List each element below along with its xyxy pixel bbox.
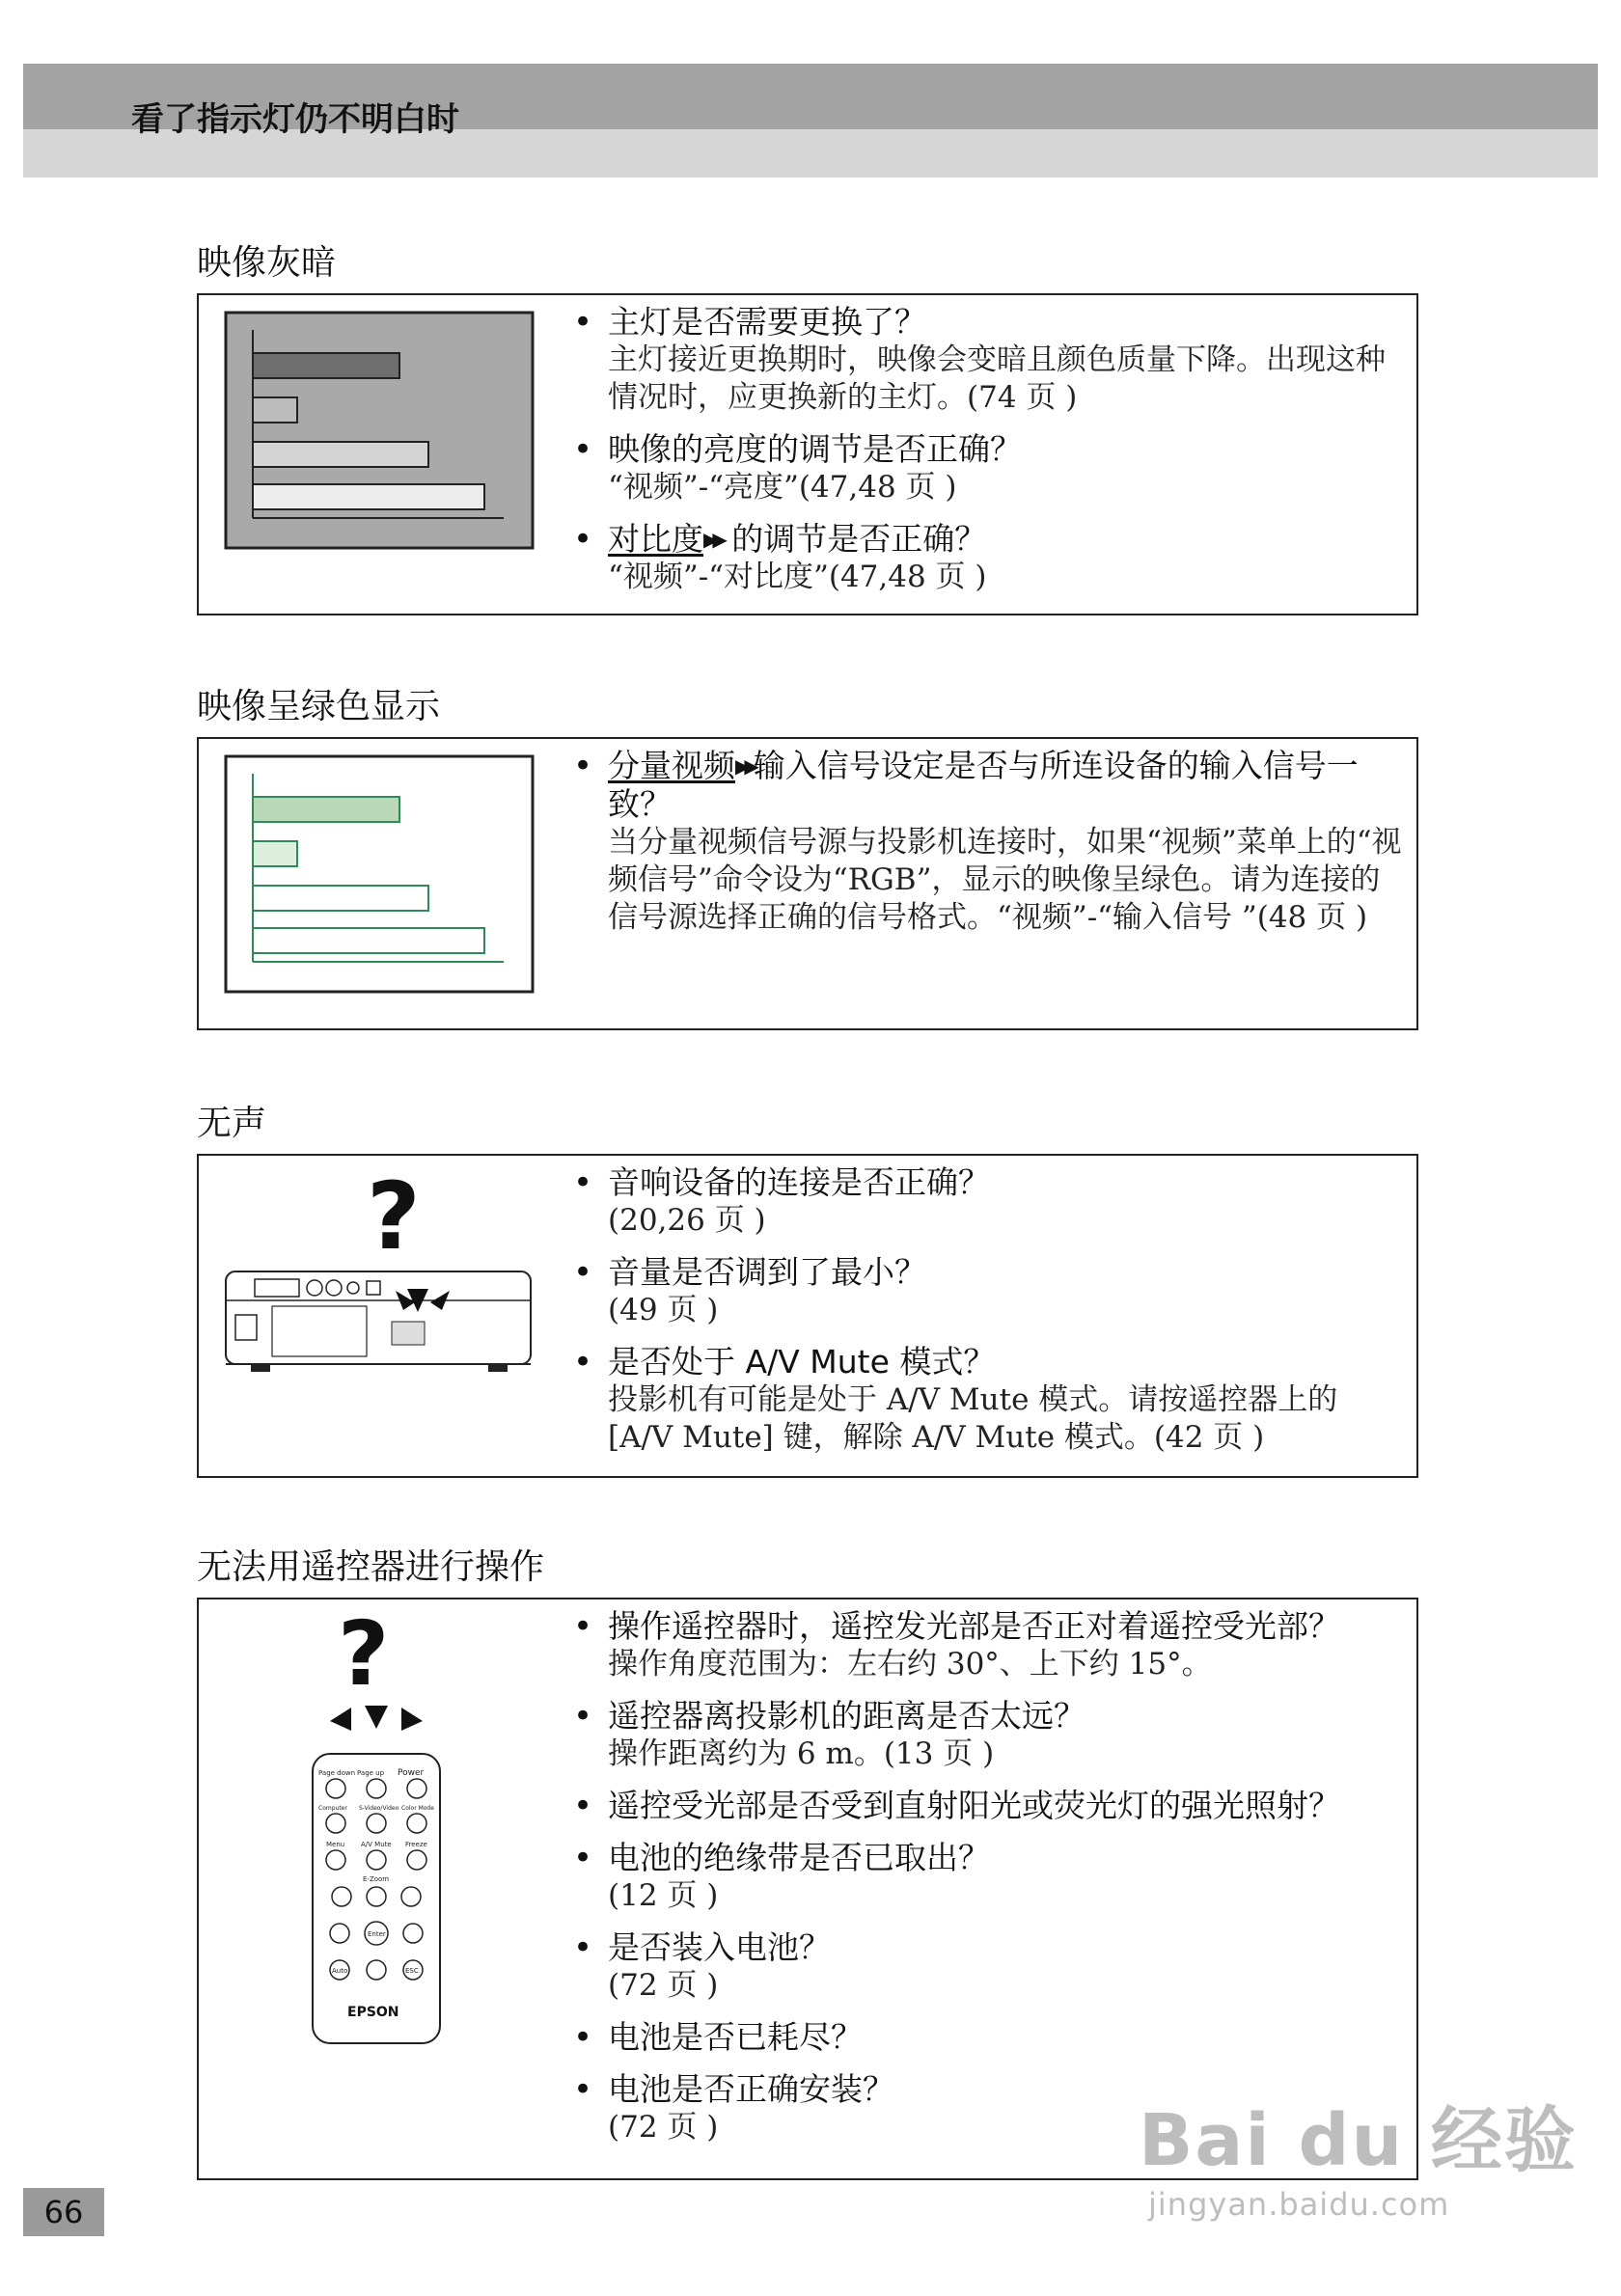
bar-3 bbox=[253, 886, 428, 911]
question-text: 电池是否正确安装？ bbox=[608, 2070, 894, 2108]
bullet: • bbox=[573, 747, 593, 785]
bullet: • bbox=[573, 2070, 593, 2109]
bullet: • bbox=[573, 1928, 593, 1967]
svg-text:Power: Power bbox=[398, 1768, 425, 1778]
svg-text:Menu: Menu bbox=[326, 1841, 345, 1848]
bar-2 bbox=[253, 397, 297, 423]
question-text: 是否装入电池？ bbox=[608, 1928, 831, 1966]
glossary-link-component-video[interactable]: 分量视频 bbox=[608, 747, 735, 784]
list-item bbox=[565, 1163, 1403, 1240]
list-item bbox=[565, 747, 1403, 937]
question-text: 是否处于 A/V Mute 模式？ bbox=[608, 1343, 996, 1380]
question-mark-icon: ? bbox=[367, 1175, 421, 1271]
question-text: 对比度▶▶ 的调节是否正确？ bbox=[608, 520, 987, 558]
svg-text:E-Zoom: E-Zoom bbox=[363, 1875, 390, 1883]
question-text: 分量视频▶▶输入信号设定是否与所连设备的输入信号一致？ bbox=[608, 747, 1359, 823]
list-item bbox=[565, 1787, 1403, 1825]
section-title-green-image: 映像呈绿色显示 bbox=[197, 687, 441, 726]
dim-image-illustration bbox=[224, 311, 535, 550]
glossary-link-contrast[interactable]: 对比度 bbox=[608, 520, 703, 558]
bullet: • bbox=[573, 1253, 593, 1292]
svg-text:A/V Mute: A/V Mute bbox=[361, 1841, 392, 1848]
projector-illustration bbox=[222, 1175, 536, 1387]
bar-4 bbox=[253, 484, 484, 509]
list-item bbox=[565, 430, 1403, 506]
bar-3 bbox=[253, 442, 428, 467]
answer-text: (12 页 ) bbox=[608, 1878, 719, 1913]
list-item bbox=[565, 1928, 1403, 2005]
answer-text: (20,26 页 ) bbox=[608, 1203, 766, 1238]
answer-text: 当分量视频信号源与投影机连接时，如果“视频”菜单上的“视频信号”命令设为“RGB”，显示的映像呈绿色。请为连接的信号源选择正确的信号格式。“视频”-“输入信号 ”(48 页 ) bbox=[608, 825, 1402, 935]
svg-text:EPSON: EPSON bbox=[347, 2005, 399, 2020]
svg-text:Color Mode: Color Mode bbox=[401, 1805, 434, 1812]
question-text: 主灯是否需要更换了？ bbox=[608, 303, 926, 341]
svg-text:Enter: Enter bbox=[368, 1930, 386, 1938]
bullet: • bbox=[573, 2018, 593, 2057]
svg-text:Page up: Page up bbox=[357, 1769, 385, 1777]
answer-text: “视频”-“对比度”(47,48 页 ) bbox=[608, 560, 987, 594]
question-text: 音响设备的连接是否正确？ bbox=[608, 1163, 990, 1201]
question-text: 遥控受光部是否受到直射阳光或荧光灯的强光照射？ bbox=[608, 1787, 1340, 1824]
watermark-brand: Bai du 经验 bbox=[1139, 2099, 1578, 2182]
watermark bbox=[1139, 2084, 1578, 2223]
section-title-no-sound: 无声 bbox=[197, 1104, 267, 1143]
list-item bbox=[565, 520, 1403, 596]
bar-4 bbox=[253, 928, 484, 953]
question-text: 映像的亮度的调节是否正确？ bbox=[608, 430, 1022, 468]
page-number: 66 bbox=[23, 2188, 104, 2236]
link-arrow-icon: ▶▶ bbox=[703, 528, 722, 551]
bar-1 bbox=[253, 797, 399, 822]
list-item bbox=[565, 1607, 1403, 1683]
section-title-dim-image: 映像灰暗 bbox=[197, 243, 337, 283]
item-list bbox=[565, 303, 1403, 610]
list-item bbox=[565, 2018, 1403, 2057]
bullet: • bbox=[573, 1343, 593, 1381]
section-box-dim-image bbox=[197, 293, 1418, 615]
bullet: • bbox=[573, 520, 593, 559]
bullet: • bbox=[573, 1787, 593, 1825]
question-text: 电池的绝缘带是否已取出？ bbox=[608, 1839, 990, 1876]
green-image-illustration bbox=[224, 754, 535, 994]
link-arrow-icon: ▶▶ bbox=[735, 754, 754, 778]
answer-text: 投影机有可能是处于 A/V Mute 模式。请按遥控器上的 [A/V Mute] 键，解除 A/V Mute 模式。(42 页 ) bbox=[608, 1382, 1338, 1455]
question-mark-icon: ? bbox=[338, 1609, 390, 1706]
bullet: • bbox=[573, 430, 593, 469]
list-item bbox=[565, 1839, 1403, 1915]
section-title-remote-not-working: 无法用遥控器进行操作 bbox=[197, 1547, 545, 1587]
page-title: 看了指示灯仍不明白时 bbox=[131, 100, 459, 139]
item-list bbox=[565, 1607, 1403, 2160]
list-item bbox=[565, 1343, 1403, 1457]
question-text: 遥控器离投影机的距离是否太远？ bbox=[608, 1697, 1085, 1735]
item-list bbox=[565, 1163, 1403, 1470]
item-list bbox=[565, 747, 1403, 950]
answer-text: 操作角度范围为：左右约 30°、上下约 15°。 bbox=[608, 1647, 1212, 1681]
question-text: 音量是否调到了最小？ bbox=[608, 1253, 926, 1291]
answer-text: 主灯接近更换期时，映像会变暗且颜色质量下降。出现这种情况时，应更换新的主灯。(74 页 ) bbox=[608, 342, 1386, 415]
list-item bbox=[565, 303, 1403, 417]
list-item bbox=[565, 1253, 1403, 1329]
section-box-green-image bbox=[197, 737, 1418, 1030]
watermark-url: jingyan.baidu.com bbox=[1148, 2186, 1450, 2223]
question-text: 电池是否已耗尽？ bbox=[608, 2018, 863, 2056]
bullet: • bbox=[573, 303, 593, 342]
list-item bbox=[565, 1697, 1403, 1773]
svg-text:S-Video/Video: S-Video/Video bbox=[359, 1805, 399, 1812]
answer-text: “视频”-“亮度”(47,48 页 ) bbox=[608, 470, 957, 505]
bar-2 bbox=[253, 841, 297, 866]
question-text: 操作遥控器时，遥控发光部是否正对着遥控受光部？ bbox=[608, 1607, 1340, 1645]
svg-text:Freeze: Freeze bbox=[405, 1841, 427, 1848]
bullet: • bbox=[573, 1163, 593, 1202]
svg-text:Computer: Computer bbox=[318, 1805, 347, 1812]
answer-text: 操作距离约为 6 m。(13 页 ) bbox=[608, 1736, 995, 1771]
remote-illustration bbox=[299, 1609, 453, 2053]
svg-text:Page down: Page down bbox=[318, 1769, 356, 1777]
svg-text:ESC: ESC bbox=[405, 1967, 419, 1975]
bullet: • bbox=[573, 1839, 593, 1877]
svg-text:Auto: Auto bbox=[332, 1967, 348, 1975]
answer-text: (72 页 ) bbox=[608, 1968, 719, 2003]
bar-1 bbox=[253, 353, 399, 378]
bullet: • bbox=[573, 1607, 593, 1646]
section-box-no-sound bbox=[197, 1154, 1418, 1478]
answer-text: (72 页 ) bbox=[608, 2110, 719, 2145]
bullet: • bbox=[573, 1697, 593, 1736]
answer-text: (49 页 ) bbox=[608, 1293, 719, 1327]
